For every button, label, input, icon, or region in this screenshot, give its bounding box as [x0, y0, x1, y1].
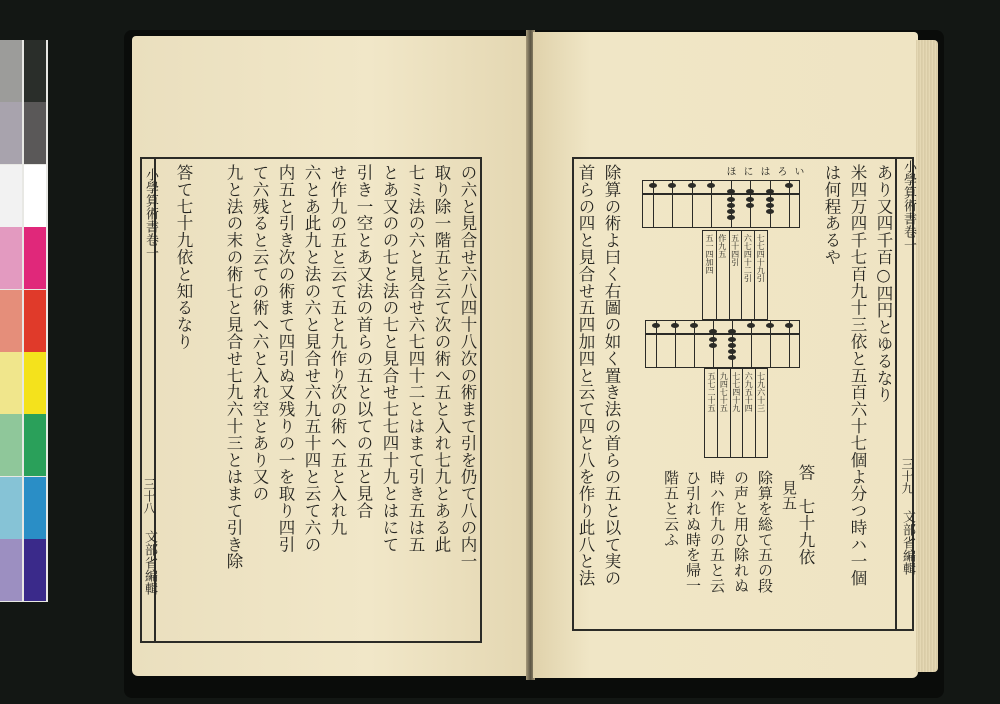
text-column: 除算の術よ曰く右圖の如く置き法の首らの五と以て実の	[602, 164, 621, 587]
left-margin-title: 小學算術書卷一	[143, 168, 158, 259]
text-column: て六残ると云ての術へ六と入れ空とあり又の	[250, 164, 269, 502]
text-column: は何程あるや	[822, 164, 841, 266]
abacus-bead	[728, 329, 736, 334]
table-cell: 五一四加四	[705, 234, 714, 274]
abacus-bead	[727, 215, 735, 220]
text-column: とあ又のの七と法の七と見合せ七七四十九とはにて	[380, 164, 399, 553]
abacus-bead	[766, 197, 774, 202]
text-column: 七ミ法の六と見合せ六七四十二とはまて引き五は五	[406, 164, 425, 553]
right-margin-page: 三十九	[900, 458, 914, 494]
abacus-bead	[727, 209, 735, 214]
table-divider	[755, 369, 756, 457]
color-patch	[0, 40, 22, 102]
text-column: の声と用ひ除れぬ	[732, 470, 750, 594]
text-column: 時ハ作九の五と云	[708, 470, 726, 594]
text-column: 引き一空とあ又法の首らの五と以ての五と見合	[354, 164, 373, 519]
abacus-bead	[728, 355, 736, 360]
table-divider	[729, 231, 730, 319]
table-cell: 七七四十九引	[756, 234, 766, 282]
color-patch	[0, 227, 22, 289]
table-cell: 九四七十五	[719, 372, 729, 412]
text-column: 米四万四千七百九十三依と五百六十七個よ分つ時ハ一個	[848, 164, 867, 587]
color-chart	[0, 40, 48, 602]
text-column: 六とあ此九と法の六と見合せ六九五十四と云て六の	[302, 164, 321, 553]
table-divider	[717, 369, 718, 457]
text-column: 首らの四と見合せ五四加四と云て四と八を作り此八と法	[576, 164, 595, 587]
color-patch	[0, 290, 22, 352]
table-cell: 六七四十二引	[743, 234, 753, 282]
text-column: 階五と云ふ	[662, 470, 680, 547]
color-patch	[0, 414, 22, 476]
abacus-bead	[688, 183, 696, 188]
color-patch	[24, 290, 46, 352]
abacus-bead	[690, 323, 698, 328]
abacus-bead	[785, 323, 793, 328]
abacus-bead	[728, 349, 736, 354]
abacus-bead	[727, 189, 735, 194]
abacus-bead	[671, 323, 679, 328]
abacus-bead	[766, 189, 774, 194]
calculation-table-top	[702, 230, 768, 320]
color-patch	[0, 539, 22, 601]
abacus-bead	[727, 197, 735, 202]
table-divider	[754, 231, 755, 319]
abacus-bead	[766, 323, 774, 328]
abacus-bead	[709, 337, 717, 342]
color-patch	[0, 477, 22, 539]
abacus-bead	[727, 203, 735, 208]
color-patch	[24, 539, 46, 601]
right-margin-title: 小學算術書卷一	[901, 160, 916, 251]
table-cell: 七九六十三	[756, 372, 766, 412]
text-column: あり又四千百○四円とゆるなり	[874, 164, 893, 404]
color-patch	[0, 102, 22, 164]
text-column: ひ引れぬ時を帰一	[684, 470, 702, 594]
color-patch	[24, 40, 46, 102]
text-column: 取り除一階五と云て次の術へ五と入れ七九とある此	[432, 164, 451, 553]
table-cell: 七七四十九	[731, 372, 741, 412]
text-column: 九と法の末の術七と見合せ七九六十三とはまて引き除	[224, 164, 243, 570]
table-cell: 作九五	[717, 234, 727, 258]
abacus-bead	[707, 183, 715, 188]
abacus-bead	[652, 323, 660, 328]
text-column: 除算を総て五の段	[756, 470, 774, 594]
left-margin-page: 三十八	[142, 478, 156, 514]
abacus-label: は	[758, 166, 769, 176]
text-column: 見五	[780, 480, 798, 511]
abacus-bead	[649, 183, 657, 188]
color-patch	[24, 477, 46, 539]
text-column: 答て七十九依と知るなり	[174, 164, 193, 350]
table-divider	[741, 231, 742, 319]
table-cell: 五十四引	[730, 234, 740, 266]
abacus-label: に	[741, 166, 752, 176]
abacus-bead	[728, 337, 736, 342]
table-cell: 五七二十五	[707, 372, 716, 412]
abacus-bead	[668, 183, 676, 188]
abacus-bead	[709, 329, 717, 334]
table-divider	[716, 231, 717, 319]
text-column: の六と見合せ六八四十八次の術まて引を仍て八の内一	[458, 164, 477, 570]
text-column: 答 七十九依	[796, 464, 815, 566]
abacus-bead	[709, 343, 717, 348]
abacus-bead	[746, 197, 754, 202]
abacus-label: ほ	[724, 166, 735, 176]
text-column: せ作九の五と云て五と九作り次の術へ五と入れ九	[328, 164, 347, 536]
abacus-bead	[785, 183, 793, 188]
color-patch	[0, 165, 22, 227]
abacus-bead	[746, 203, 754, 208]
color-patch	[24, 352, 46, 414]
abacus-bead	[766, 203, 774, 208]
text-column: 内五と引き次の術まて四引ぬ又残りの一を取り四引	[276, 164, 295, 553]
calculation-table-bottom	[704, 368, 768, 458]
table-divider	[742, 369, 743, 457]
abacus-diagram-top	[642, 180, 800, 228]
abacus-label: ろ	[775, 166, 786, 176]
abacus-bead	[747, 323, 755, 328]
color-patch	[24, 227, 46, 289]
right-margin-rule	[895, 157, 897, 631]
left-margin-publisher: 文部省編輯	[142, 530, 157, 595]
color-patch	[24, 414, 46, 476]
abacus-bead	[746, 189, 754, 194]
abacus-bead	[728, 343, 736, 348]
abacus-bead	[766, 209, 774, 214]
right-margin-publisher: 文部省編輯	[900, 510, 915, 575]
table-cell: 六九五十四	[744, 372, 754, 412]
color-patch	[24, 165, 46, 227]
color-patch	[24, 102, 46, 164]
abacus-label: い	[792, 166, 803, 176]
table-divider	[730, 369, 731, 457]
abacus-diagram-bottom	[645, 320, 800, 368]
color-patch	[0, 352, 22, 414]
page-edges	[916, 40, 938, 672]
